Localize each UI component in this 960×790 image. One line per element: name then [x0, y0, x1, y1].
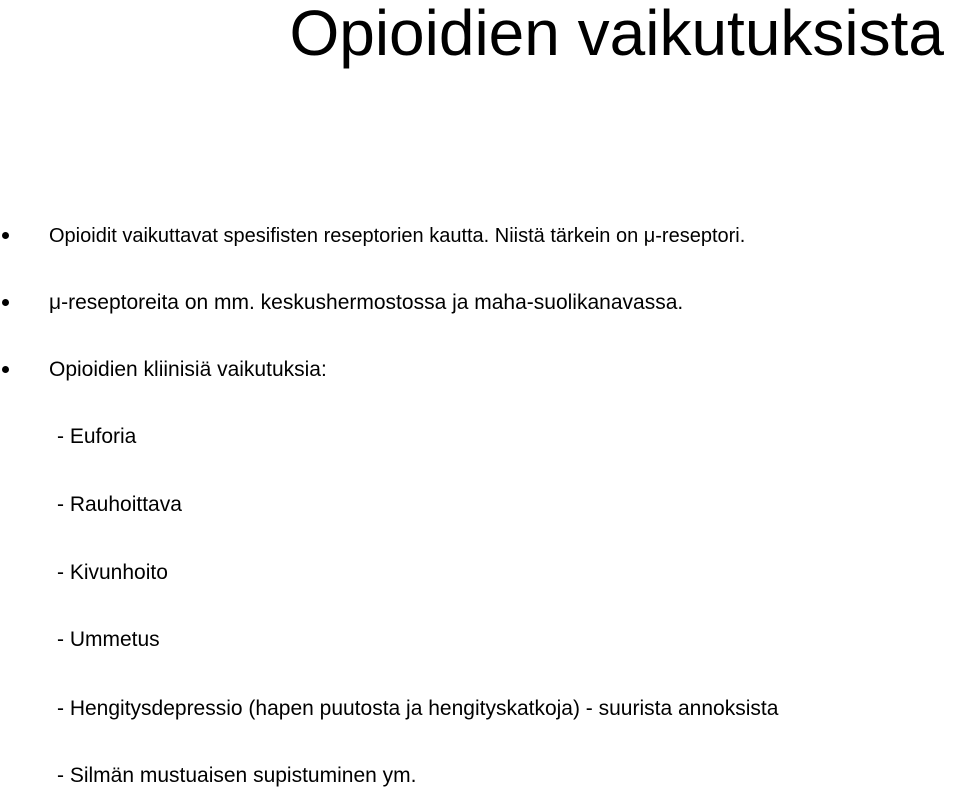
bullet-text: Opioidit vaikuttavat spesifisten reseptorien kautta. Niistä tärkein on μ-reseptori.	[49, 225, 746, 247]
bullet-dot-icon	[2, 299, 9, 306]
slide-title: Opioidien vaikutuksista	[289, 0, 944, 69]
effect-item-mustuainen: - Silmän mustuaisen supistuminen ym.	[57, 764, 417, 787]
effect-item-rauhoittava: - Rauhoittava	[57, 493, 182, 516]
effect-item-ummetus: - Ummetus	[57, 628, 160, 651]
bullet-text: Opioidien kliinisiä vaikutuksia:	[49, 358, 327, 381]
bullet-dot-icon	[2, 232, 9, 239]
bullet-text: μ-reseptoreita on mm. keskushermostossa ja maha-suolikanavassa.	[49, 291, 684, 314]
effect-item-hengitysdepressio: - Hengitysdepressio (hapen puutosta ja hengityskatkoja) - suurista annoksista	[57, 697, 779, 720]
effect-item-kivunhoito: - Kivunhoito	[57, 561, 168, 584]
bullet-dot-icon	[2, 366, 9, 373]
effect-item-euforia: - Euforia	[57, 425, 137, 448]
